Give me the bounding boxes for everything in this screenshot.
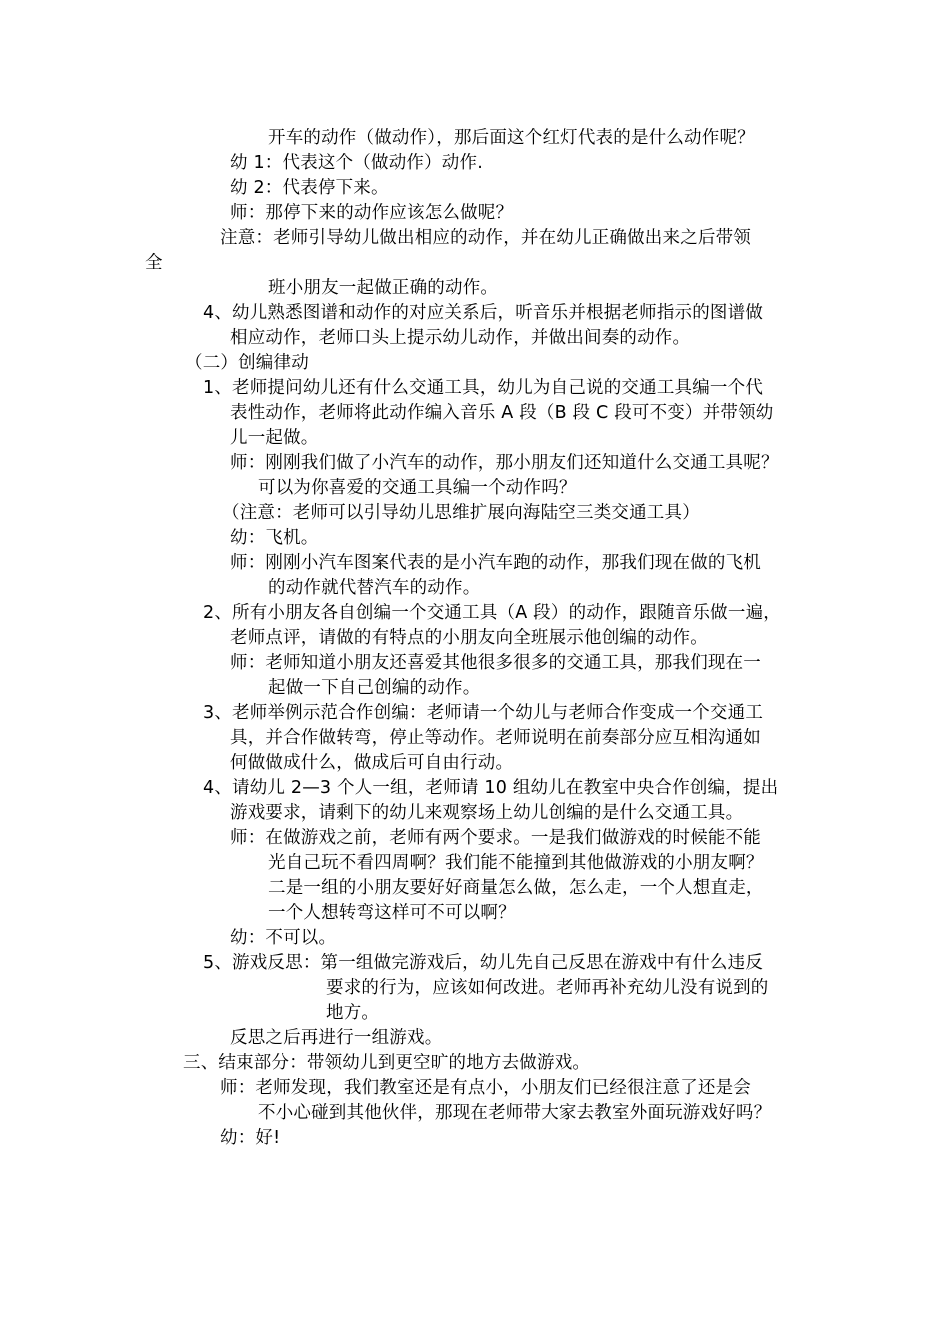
text-line: 幼：好! [220, 1128, 281, 1148]
text-line: 不小心碰到其他伙伴，那现在老师带大家去教室外面玩游戏好吗？ [258, 1103, 772, 1123]
section-heading: 三、结束部分：带领幼儿到更空旷的地方去做游戏。 [183, 1053, 591, 1073]
text-line: 幼：不可以。 [230, 928, 337, 948]
text-line: 全 [145, 253, 163, 273]
text-line: 起做一下自己创编的动作。 [268, 678, 481, 698]
text-line: 师：老师知道小朋友还喜爱其他很多很多的交通工具，那我们现在一 [230, 653, 761, 673]
numbered-item: 5、游戏反思：第一组做完游戏后，幼儿先自己反思在游戏中有什么违反 [203, 953, 764, 973]
numbered-item: 4、幼儿熟悉图谱和动作的对应关系后，听音乐并根据老师指示的图谱做 [203, 303, 764, 323]
text-line: 师：老师发现，我们教室还是有点小，小朋友们已经很注意了还是会 [220, 1078, 751, 1098]
numbered-item: 4、请幼儿 2—3 个人一组，老师请 10 组幼儿在教室中央合作创编，提出 [203, 778, 779, 798]
text-line: 师：刚刚小汽车图案代表的是小汽车跑的动作，那我们现在做的飞机 [230, 553, 761, 573]
text-line: 表性动作，老师将此动作编入音乐 A 段（B 段 C 段可不变）并带领幼 [230, 403, 774, 423]
section-heading: （二）创编律动 [185, 353, 309, 373]
text-line: 可以为你喜爱的交通工具编一个动作吗？ [258, 478, 577, 498]
text-line: 何做做成什么，做成后可自由行动。 [230, 753, 514, 773]
text-line: 游戏要求，请剩下的幼儿来观察场上幼儿创编的是什么交通工具。 [230, 803, 744, 823]
text-line: 开车的动作（做动作），那后面这个红灯代表的是什么动作呢？ [268, 128, 755, 148]
text-line: 注意：老师引导幼儿做出相应的动作，并在幼儿正确做出来之后带领 [220, 228, 751, 248]
text-line: 相应动作，老师口头上提示幼儿动作，并做出间奏的动作。 [230, 328, 691, 348]
text-line: 二是一组的小朋友要好好商量怎么做，怎么走，一个人想直走， [268, 878, 764, 898]
numbered-item: 2、所有小朋友各自创编一个交通工具（A 段）的动作，跟随音乐做一遍， [203, 603, 781, 623]
numbered-item: 1、老师提问幼儿还有什么交通工具，幼儿为自己说的交通工具编一个代 [203, 378, 764, 398]
text-line: 儿一起做。 [230, 428, 319, 448]
text-line: 班小朋友一起做正确的动作。 [268, 278, 499, 298]
text-line: 具，并合作做转弯，停止等动作。老师说明在前奏部分应互相沟通如 [230, 728, 761, 748]
text-line: 师：刚刚我们做了小汽车的动作，那小朋友们还知道什么交通工具呢？ [230, 453, 779, 473]
numbered-item: 3、老师举例示范合作创编：老师请一个幼儿与老师合作变成一个交通工 [203, 703, 764, 723]
text-line: 幼 2：代表停下来。 [230, 178, 389, 198]
text-line: 师：那停下来的动作应该怎么做呢？ [230, 203, 514, 223]
text-line: 的动作就代替汽车的动作。 [268, 578, 481, 598]
text-line: （注意：老师可以引导幼儿思维扩展向海陆空三类交通工具） [222, 503, 700, 523]
text-line: 反思之后再进行一组游戏。 [230, 1028, 443, 1048]
text-line: 要求的行为，应该如何改进。老师再补充幼儿没有说到的 [326, 978, 769, 998]
text-line: 地方。 [326, 1003, 380, 1023]
text-line: 幼：飞机。 [230, 528, 319, 548]
text-line: 幼 1：代表这个（做动作）动作. [230, 153, 483, 173]
text-line: 光自己玩不看四周啊？我们能不能撞到其他做游戏的小朋友啊？ [268, 853, 764, 873]
text-line: 一个人想转弯这样可不可以啊？ [268, 903, 516, 923]
text-line: 老师点评，请做的有特点的小朋友向全班展示他创编的动作。 [230, 628, 708, 648]
text-line: 师：在做游戏之前，老师有两个要求。一是我们做游戏的时候能不能 [230, 828, 761, 848]
